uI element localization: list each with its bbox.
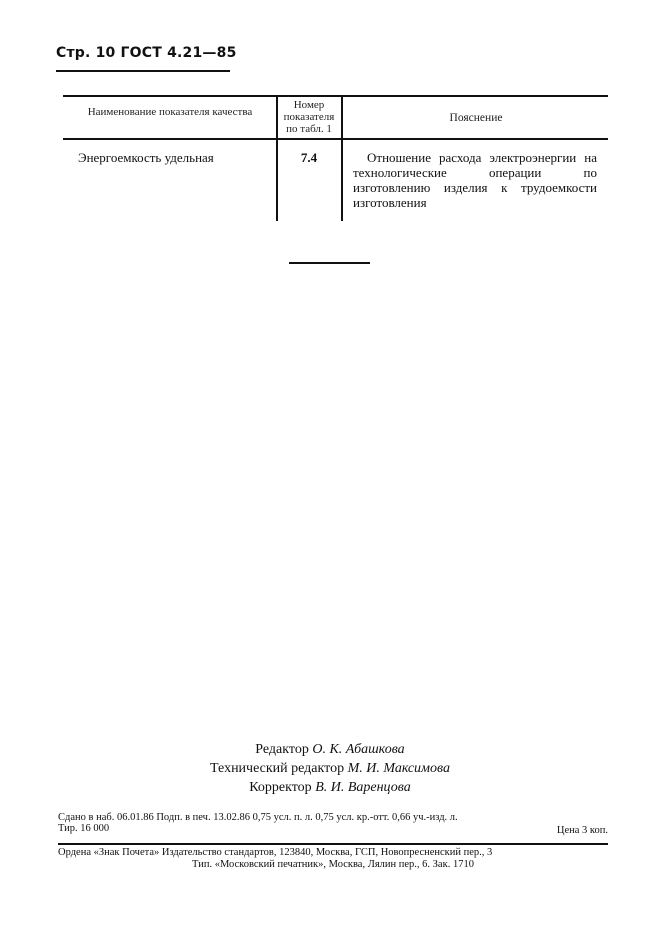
header-line: Номер [293,99,325,111]
page-header: Стр. 10 ГОСТ 4.21—85 [56,45,237,61]
end-rule [289,262,370,264]
imprint-line-1: Сдано в наб. 06.01.86 Подп. в печ. 13.02.86 0,75 усл. п. л. 0,75 усл. кр.-отт. 0,66 уч.-изд. л. [58,812,458,823]
table-cell-explanation: Отношение расхода электроэнергии на технологические операции по изготовлению изделия к трудоемкости изготовления [353,150,597,210]
column-header-number [277,99,341,135]
credit-role: Редактор [255,742,309,757]
header-line: показателя [283,111,335,123]
credit-person: М. И. Максимова [347,761,450,776]
credit-person: О. К. Абашкова [312,742,405,757]
credit-person: В. И. Варенцова [315,780,411,795]
imprint-price: Цена 3 коп. [556,825,608,836]
credit-line [150,740,510,759]
imprint-circulation: Тир. 16 000 [58,823,110,834]
credit-line [150,759,510,778]
imprint-publisher: Ордена «Знак Почета» Издательство стандартов, 123840, Москва, ГСП, Новопресненский пер., 3 [58,847,493,858]
imprint-rule [58,843,608,845]
header-line: по табл. 1 [286,123,332,135]
table-cell-name: Энергоемкость удельная [78,150,214,165]
credit-line [150,778,510,797]
column-header-name: Наименование показателя качества [87,106,253,118]
table-cell-number: 7.4 [300,150,318,165]
credits-block [150,740,510,797]
credit-role: Корректор [249,780,312,795]
imprint-printer: Тип. «Московский печатник», Москва, Лялин пер., 6. Зак. 1710 [192,859,474,870]
column-header-explanation: Пояснение [449,112,503,124]
table-header-rule [63,138,608,140]
table-top-rule [63,95,608,97]
column-divider [341,97,343,221]
header-rule [56,70,230,72]
credit-role: Технический редактор [210,761,345,776]
